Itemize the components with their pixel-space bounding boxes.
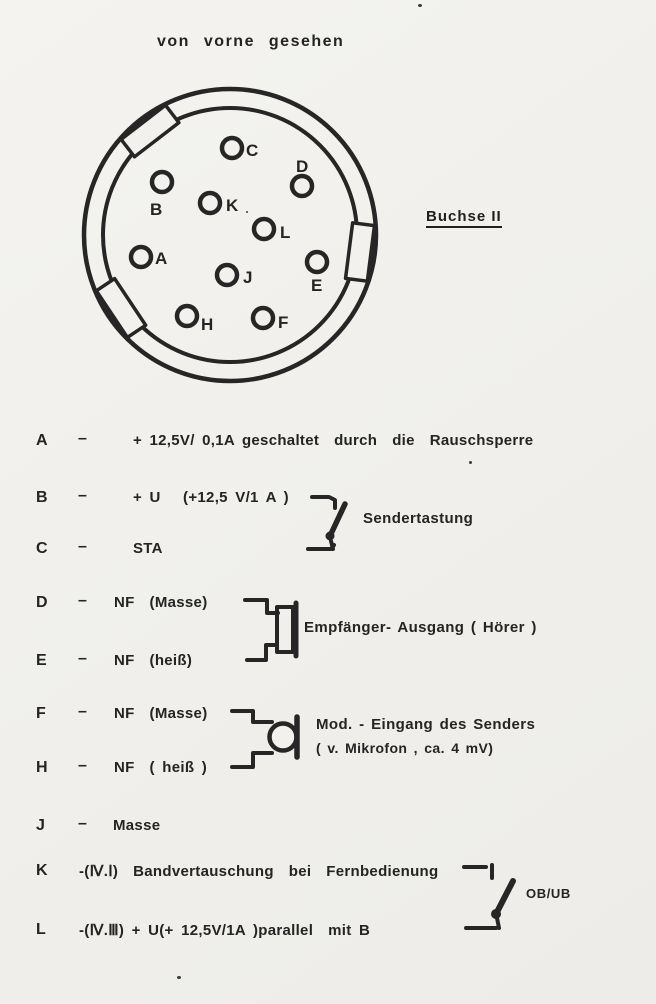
- switch-icon: [308, 497, 345, 549]
- legend-desc-d: NF (Masse): [114, 594, 208, 611]
- legend-pin-e: E: [36, 652, 48, 669]
- pin-hole-d: [292, 176, 312, 196]
- legend-desc-k: -(Ⅳ.Ⅰ) Bandvertauschung bei Fernbedienung: [79, 863, 439, 880]
- pin-label-f: F: [278, 313, 289, 332]
- legend-desc-h: NF ( heiß ): [114, 759, 208, 776]
- speaker-icon: [245, 600, 296, 660]
- legend-pin-k: K: [36, 862, 49, 879]
- annotation-empfaenger-ausgang: Empfänger- Ausgang ( Hörer ): [304, 619, 537, 636]
- annotation-mod-eingang-line1: Mod. - Eingang des Senders: [316, 716, 536, 733]
- pin-hole-j: [217, 265, 237, 285]
- switch-icon: [464, 865, 513, 928]
- legend-desc-c: STA: [133, 540, 163, 557]
- legend-pin-f: F: [36, 705, 47, 722]
- pin-hole-c: [222, 138, 242, 158]
- pin-hole-b: [152, 172, 172, 192]
- legend-pin-d: D: [36, 594, 49, 611]
- annotation-ob-ub: OB/UB: [526, 886, 571, 901]
- legend-desc-j: Masse: [113, 817, 161, 834]
- legend-dash: –: [78, 538, 87, 555]
- scan-speck: [246, 211, 248, 213]
- pin-label-a: A: [155, 249, 168, 268]
- scan-speck: [177, 976, 181, 979]
- legend-pin-h: H: [36, 759, 49, 776]
- pin-label-e: E: [311, 276, 323, 295]
- legend-desc-f: NF (Masse): [114, 705, 208, 722]
- pin-hole-l: [254, 219, 274, 239]
- pin-hole-f: [253, 308, 273, 328]
- keyway-notch-right: [346, 223, 375, 281]
- legend-dash: –: [78, 650, 87, 667]
- pin-label-j: J: [243, 268, 253, 287]
- connector-diagram: [84, 89, 376, 381]
- pin-hole-a: [131, 247, 151, 267]
- legend-desc-a: + 12,5V/ 0,1A geschaltet durch die Rauschsperre: [133, 432, 534, 449]
- legend-dash: –: [78, 487, 87, 504]
- legend-dash: –: [78, 815, 87, 832]
- pin-hole-k: [200, 193, 220, 213]
- legend-pin-c: C: [36, 540, 49, 557]
- pin-label-k: K: [226, 196, 239, 215]
- scan-speck: [418, 4, 422, 7]
- pin-label-b: B: [150, 200, 163, 219]
- legend-pin-b: B: [36, 489, 49, 506]
- legend-desc-e: NF (heiß): [114, 652, 193, 669]
- legend-dash: –: [78, 757, 87, 774]
- pin-label-h: H: [201, 315, 214, 334]
- legend-pin-l: L: [36, 921, 47, 938]
- pin-label-d: D: [296, 157, 309, 176]
- annotation-sendertastung: Sendertastung: [363, 510, 474, 527]
- legend-dash: –: [78, 592, 87, 609]
- pin-hole-h: [177, 306, 197, 326]
- legend-dash: –: [78, 430, 87, 447]
- scan-speck: [469, 461, 472, 464]
- pin-hole-e: [307, 252, 327, 272]
- connector-name-label: Buchse II: [426, 208, 502, 228]
- legend-pin-a: A: [36, 432, 49, 449]
- legend-desc-l: -(Ⅳ.Ⅲ) + U(+ 12,5V/1A )parallel mit B: [79, 922, 371, 939]
- microphone-icon: [232, 711, 297, 767]
- legend-desc-b: + U (+12,5 V/1 A ): [133, 489, 289, 506]
- page-title: von vorne gesehen: [157, 33, 345, 50]
- pin-label-c: C: [246, 141, 259, 160]
- legend-pin-j: J: [36, 817, 46, 834]
- annotation-mod-eingang-line2: ( v. Mikrofon , ca. 4 mV): [316, 740, 494, 756]
- pin-label-l: L: [280, 223, 291, 242]
- legend-dash: –: [78, 703, 87, 720]
